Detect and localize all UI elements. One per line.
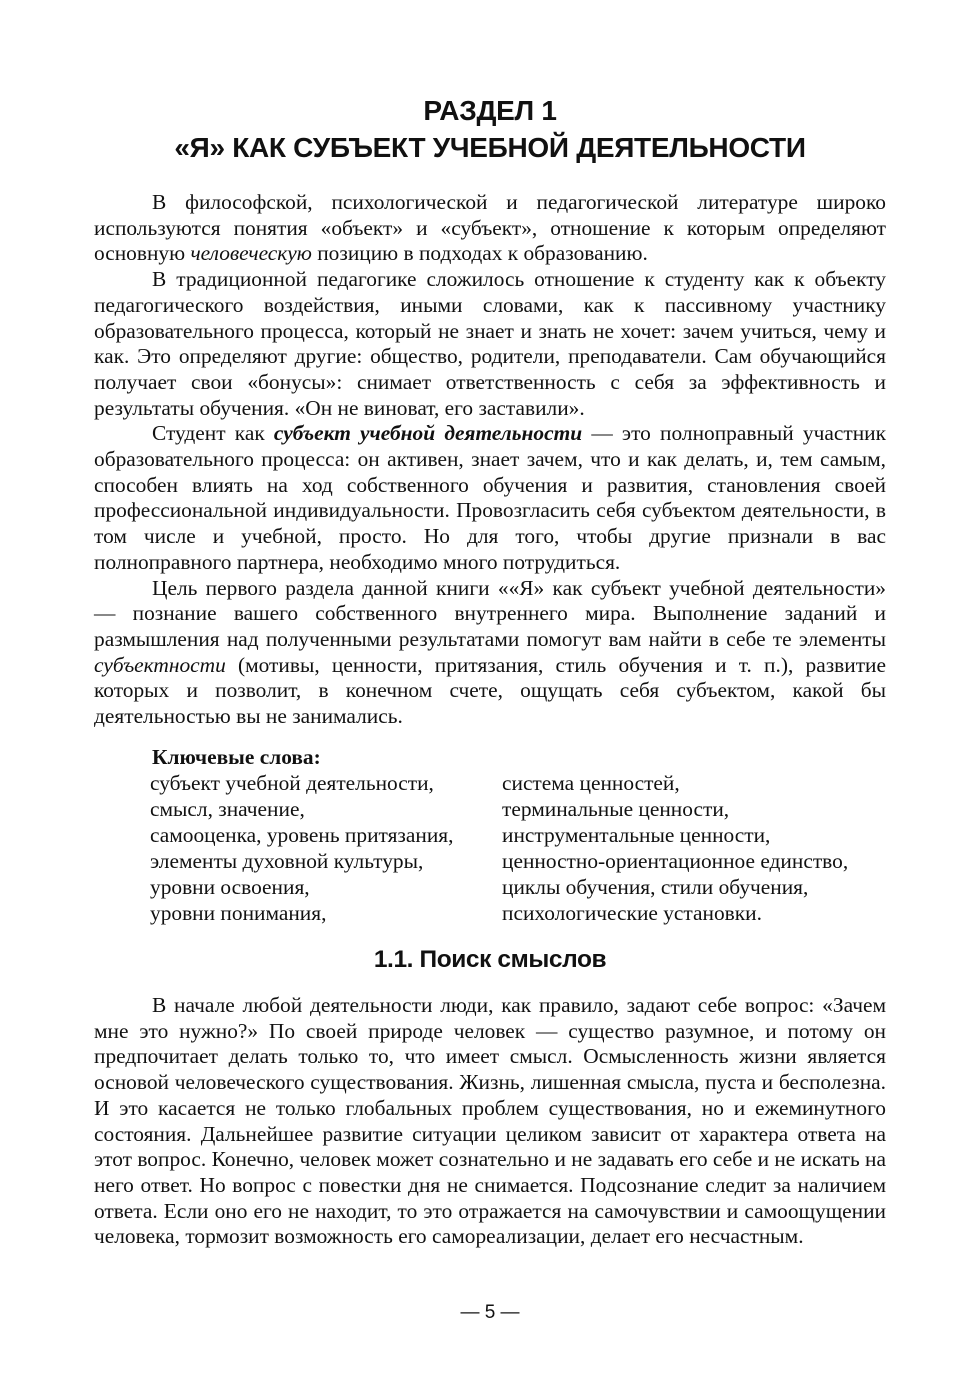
keywords-right-column [502, 770, 848, 926]
keyword-item: самооценка, уровень притязания, [150, 823, 454, 847]
emphasis-subjectness: субъектности [94, 652, 226, 677]
keyword-item: элементы духовной культуры, [150, 849, 424, 873]
section-heading [0, 92, 980, 166]
section-number: РАЗДЕЛ 1 [423, 95, 557, 126]
subsection-paragraph-1: В начале любой деятельности люди, как правило, задают себе вопрос: «Зачем мне это нужно?» По своей природе человек — существо разумное, и потому он предпочитает делать только то, что имеет смысл. Осмысленность жизни является основой человеческого существования. Жизнь, лишенная смысла, пуста и бесполезна. И это касается не только глобальных проблем существования, но и ежеминутного состояния. Дальнейшее развитие ситуации целиком зависит от характера ответа на этот вопрос. Конечно, человек может сознательно и не задавать его себе и не искать на него ответ. Но вопрос с повестки дня не снимается. Подсознание следит за наличием ответа. Если оно его не находит, то это отражается на самочувствии и самоощущении человека, тормозит возможность его самореализации, делает его несчастным. [94, 993, 886, 1249]
keyword-item: инструментальные ценности, [502, 823, 771, 847]
intro-paragraph-4: Цель первого раздела данной книги ««Я» как субъект учебной деятельности» — познание вашего собственного внутреннего мира. Выполнение заданий и размышления над полученными результатами помогут вам найти в себе те элементы субъектности (мотивы, ценности, притязания, стиль обучения и т. п.), развитие которых и позволит, в конечном счете, ощущать себя субъектом, какой бы деятельностью вы не занимались. [94, 575, 886, 729]
intro-paragraph-2: В традиционной педагогике сложилось отношение к студенту как к объекту педагогического воздействия, иными словами, как к пассивному участнику образовательного процесса, который не знает и знать не хочет: зачем учиться, чему и как. Это определяют другие: общество, родители, преподаватели. Сам обучающийся получает свои «бонусы»: снимает ответственность с себя за эффективность и результаты обучения. «Он не виноват, его заставили». [94, 267, 886, 420]
keyword-item: терминальные ценности, [502, 797, 730, 821]
keywords-left-column [150, 770, 453, 926]
emphasis-subject: субъект учебной деятельности [273, 421, 583, 446]
keyword-item: психологические установки. [502, 901, 762, 925]
section-title: «Я» КАК СУБЪЕКТ УЧЕБНОЙ ДЕЯТЕЛЬНОСТИ [174, 132, 806, 163]
subsection-title: 1.1. Поиск смыслов [373, 946, 607, 973]
keyword-item: циклы обучения, стили обучения, [502, 875, 809, 899]
keyword-item: уровни понимания, [150, 901, 327, 925]
intro-paragraph-3: Студент как субъект учебной деятельности — это полноправный участник образовательного процесса: он активен, знает зачем, что и как делать, и, тем самым, способен влиять на ход собственного обучения и развития, становления своей профессиональной индивидуальности. Провозгласить себя субъектом деятельности, в том числе и учебной, просто. Но для того, чтобы другие признали в вас полноправного партнера, необходимо много потрудиться. [94, 421, 887, 574]
page-number: — 5 — [460, 1302, 520, 1323]
intro-paragraph-1: В философской, психологической и педагогической литературе широко используются понятия «объект» и «субъект», отношение к которым определяют основную человеческую позицию в подходах к образованию. [94, 190, 886, 266]
keyword-item: смысл, значение, [150, 797, 305, 821]
intro-text [94, 190, 886, 730]
emphasis-human: человеческую [190, 241, 312, 266]
keyword-item: система ценностей, [502, 771, 680, 795]
keyword-item: субъект учебной деятельности, [150, 771, 434, 795]
keyword-item: ценностно-ориентационное единство, [502, 849, 849, 873]
subsection-text [94, 993, 886, 1250]
keywords-title: Ключевые слова: [152, 745, 321, 769]
keyword-item: уровни освоения, [150, 875, 310, 899]
